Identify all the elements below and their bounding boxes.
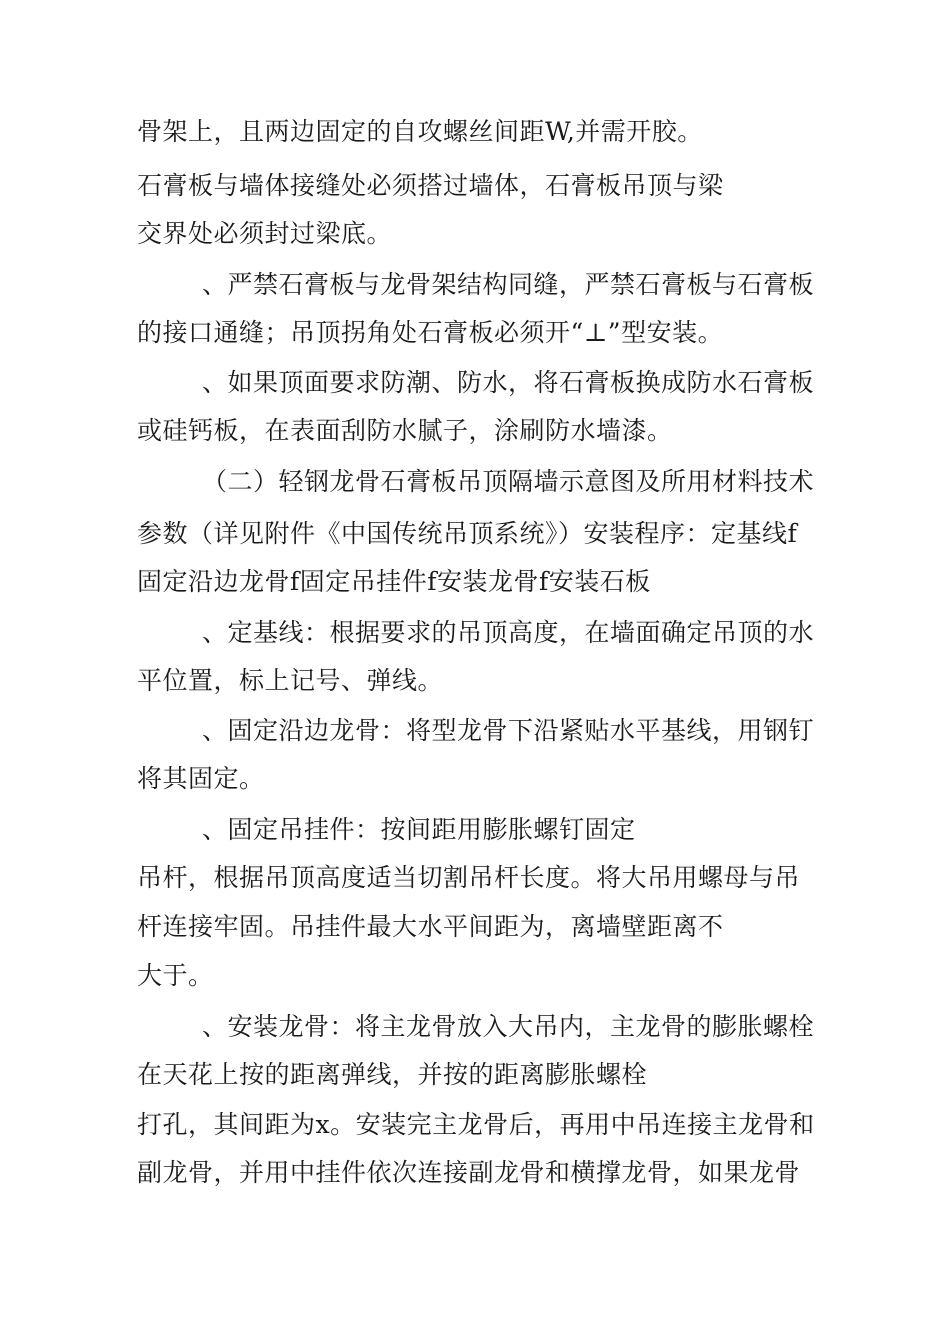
text-line: 将其固定。 (137, 764, 265, 793)
text-line: 平位置，标上记号、弹线。 (137, 666, 444, 695)
text-line: 、严禁石膏板与龙骨架结构同缝，严禁石膏板与石膏板 (202, 270, 815, 299)
text-line: 、固定吊挂件：按间距用膨胀螺钉固定 (202, 815, 636, 844)
text-line: 骨架上，且两边固定的自攻螺丝间距W,并需开胶。 (137, 117, 703, 146)
text-line: 固定沿边龙骨f固定吊挂件f安装龙骨f安装石板 (137, 567, 651, 596)
text-line: 在天花上按的距离弹线，并按的距离膨胀螺栓 (137, 1060, 648, 1089)
text-line: 、安装龙骨：将主龙骨放入大吊内，主龙骨的膨胀螺栓 (202, 1012, 815, 1041)
text-line: 杆连接牢固。吊挂件最大水平间距为，离墙壁距离不 (137, 912, 724, 941)
text-line: 大于。 (137, 961, 214, 990)
text-line: 、定基线：根据要求的吊顶高度，在墙面确定吊顶的水 (202, 618, 815, 647)
text-line: 打孔，其间距为x。安装完主龙骨后，再用中吊连接主龙骨和 (137, 1110, 815, 1139)
section-heading: （二）轻钢龙骨石膏板吊顶隔墙示意图及所用材料技术 (202, 467, 815, 496)
text-line: 副龙骨，并用中挂件依次连接副龙骨和横撑龙骨，如果龙骨 (137, 1158, 801, 1187)
text-line: 、固定沿边龙骨：将型龙骨下沿紧贴水平基线，用钢钉 (202, 716, 815, 745)
text-line: 交界处必须封过梁底。 (137, 219, 393, 248)
text-line: 的接口通缝；吊顶拐角处石膏板必须开“⊥”型安装。 (137, 318, 724, 347)
text-line: 参数（详见附件《中国传统吊顶系统》）安装程序：定基线f (137, 519, 798, 548)
text-line: 、如果顶面要求防潮、防水，将石膏板换成防水石膏板 (202, 368, 815, 397)
text-line: 或硅钙板，在表面刮防水腻子，涂刷防水墙漆。 (137, 416, 673, 445)
text-line: 吊杆，根据吊顶高度适当切割吊杆长度。将大吊用螺母与吊 (137, 863, 801, 892)
text-line: 石膏板与墙体接缝处必须搭过墙体，石膏板吊顶与梁 (137, 171, 724, 200)
